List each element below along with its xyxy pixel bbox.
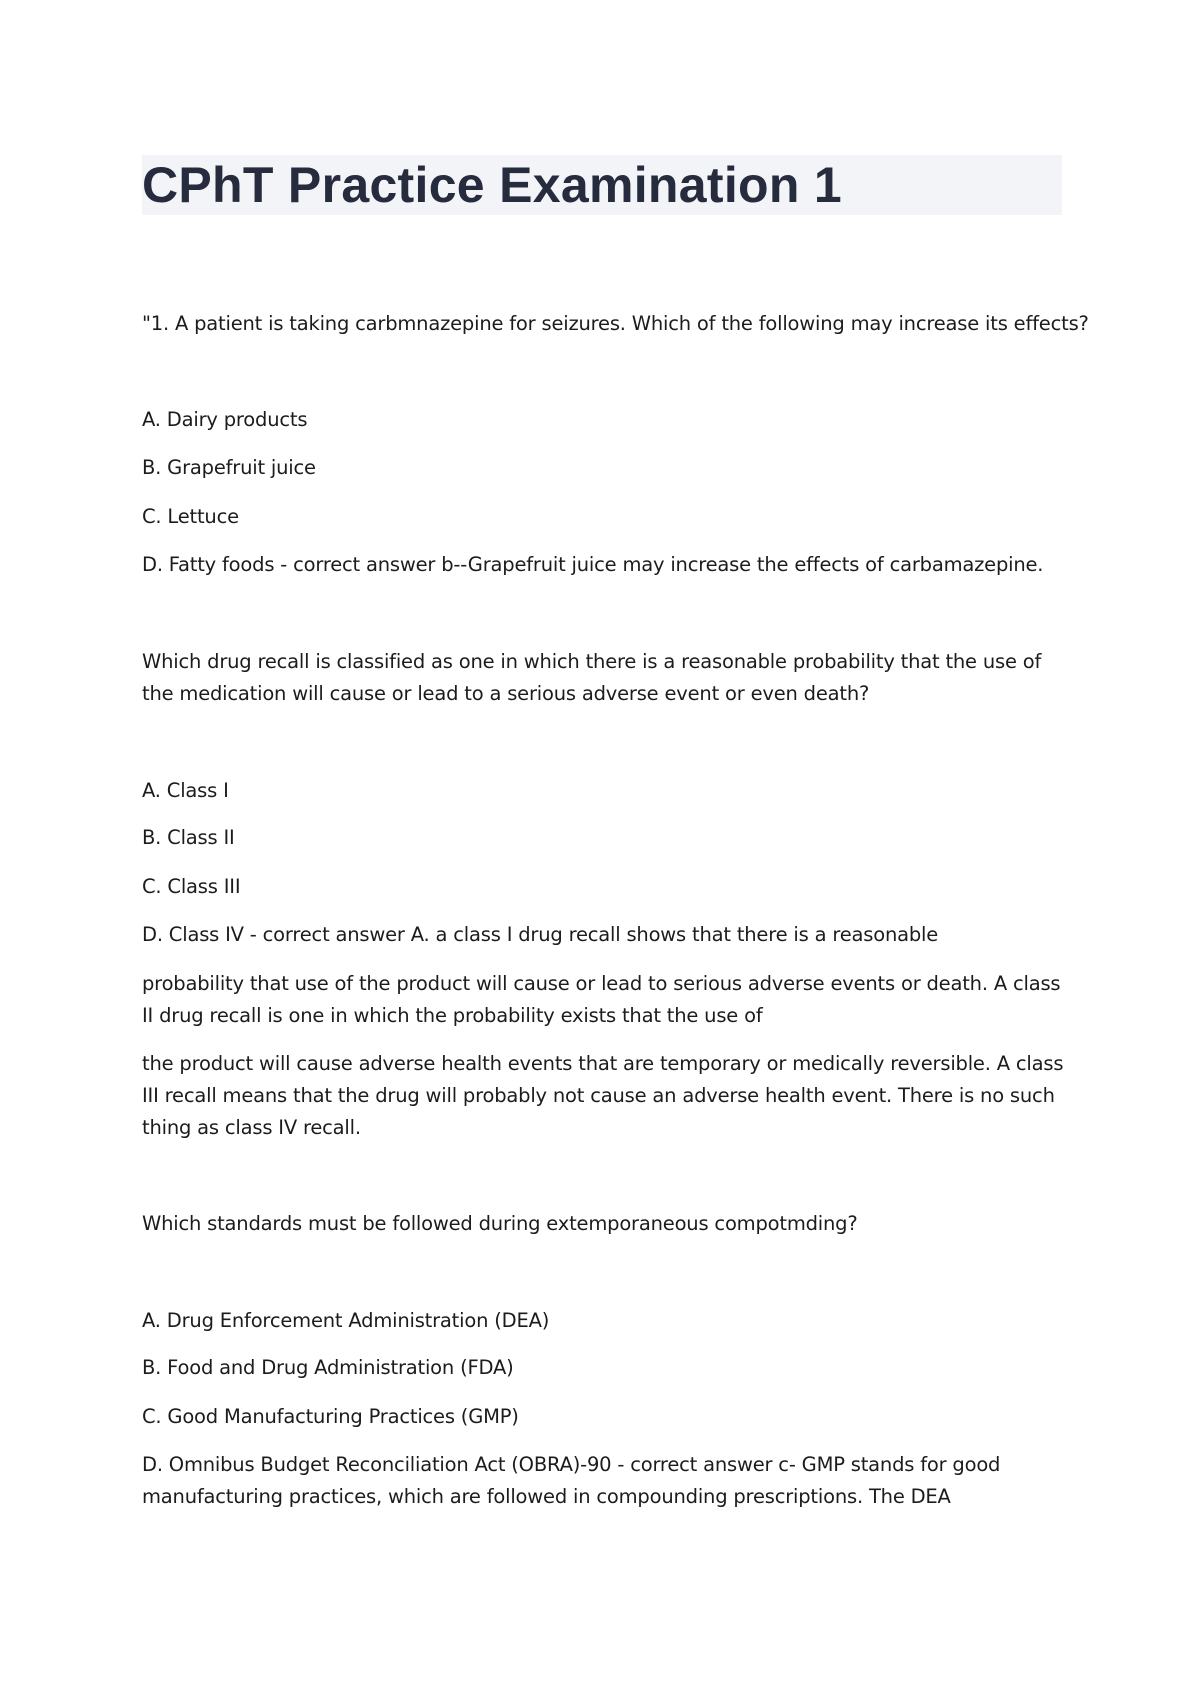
question-2-explanation-1: probability that use of the product will cause or lead to serious adverse events or death. A class II drug recall is one in which the probability exists that the use of bbox=[142, 972, 1061, 1027]
question-1-option-a: A. Dairy products bbox=[142, 408, 308, 431]
question-1-prompt: "1. A patient is taking carbmnazepine for seizures. Which of the following may increase its effects? bbox=[142, 312, 1089, 335]
question-2-option-a: A. Class I bbox=[142, 779, 229, 802]
question-3-option-c: C. Good Manufacturing Practices (GMP) bbox=[142, 1405, 519, 1428]
question-1-option-d-answer: D. Fatty foods - correct answer b--Grapefruit juice may increase the effects of carbamazepine. bbox=[142, 553, 1044, 576]
question-3-option-d-answer: D. Omnibus Budget Reconciliation Act (OBRA)-90 - correct answer c- GMP stands for good manufacturing practices, which are followed in compounding prescriptions. The DEA bbox=[142, 1453, 1001, 1508]
question-2-option-c: C. Class III bbox=[142, 875, 241, 898]
question-3-option-b: B. Food and Drug Administration (FDA) bbox=[142, 1356, 514, 1379]
question-2-option-d-answer: D. Class IV - correct answer A. a class I drug recall shows that there is a reasonable bbox=[142, 923, 939, 946]
question-3-option-a: A. Drug Enforcement Administration (DEA) bbox=[142, 1309, 550, 1332]
question-2-option-b: B. Class II bbox=[142, 826, 235, 849]
question-2-explanation-2: the product will cause adverse health events that are temporary or medically reversible. A class III recall means that the drug will probably not cause an adverse health event. There is no such thing as class IV recall. bbox=[142, 1052, 1064, 1139]
question-3-prompt: Which standards must be followed during extemporaneous compotmding? bbox=[142, 1212, 858, 1235]
question-1-option-c: C. Lettuce bbox=[142, 505, 239, 528]
page-title: CPhT Practice Examination 1 bbox=[142, 157, 842, 213]
question-1-option-b: B. Grapefruit juice bbox=[142, 456, 316, 479]
question-2-prompt: Which drug recall is classified as one in which there is a reasonable probability that the use of the medication will cause or lead to a serious adverse event or even death? bbox=[142, 650, 1042, 705]
